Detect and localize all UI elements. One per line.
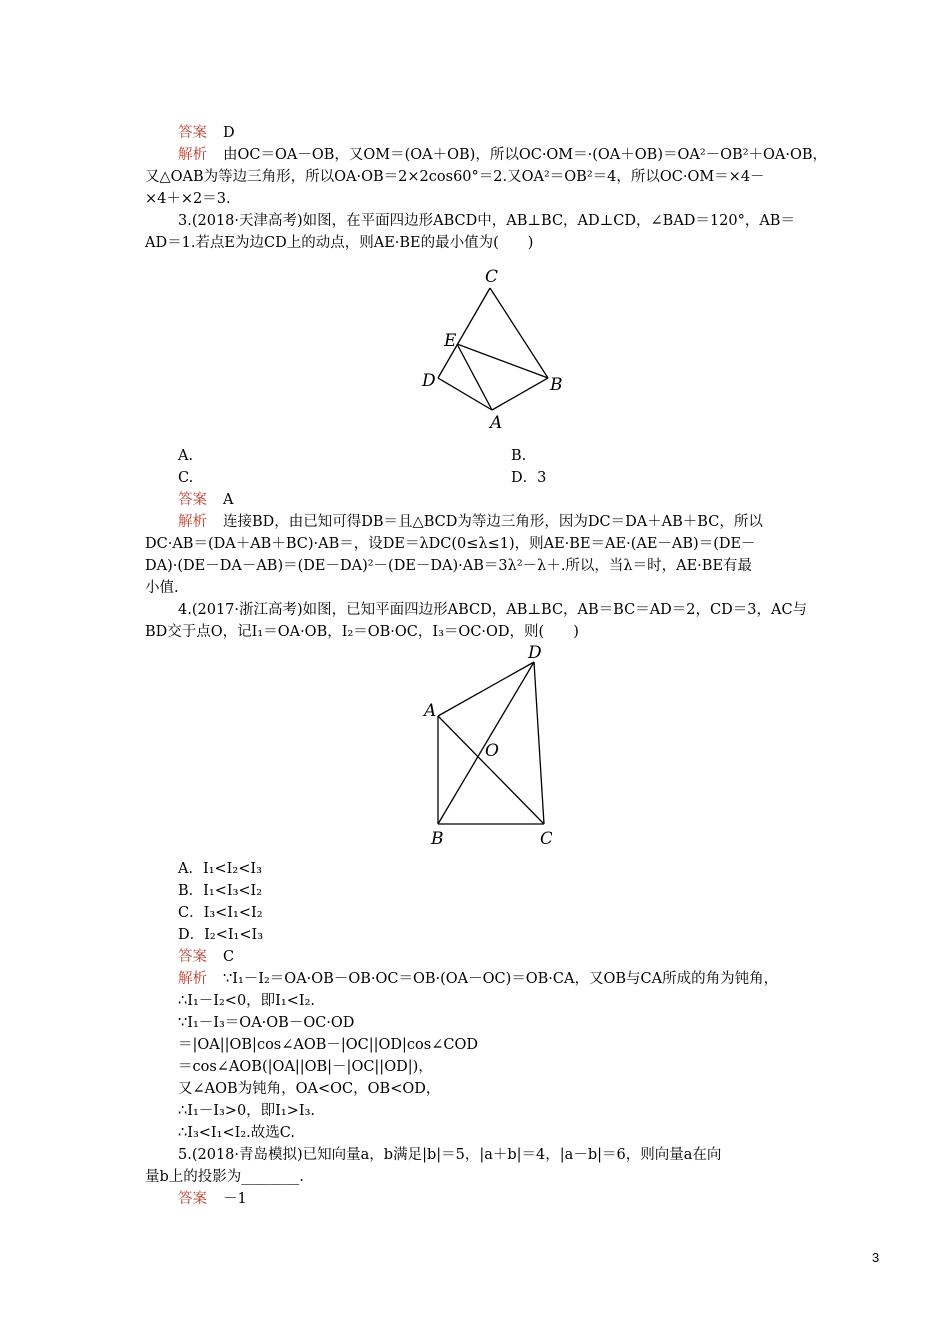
point-label-d: D bbox=[528, 643, 542, 663]
question-3-line: 3.(2018·天津高考)如图，在平面四边形ABCD中，AB⊥BC，AD⊥CD，∠BAD＝120°，AB＝ bbox=[178, 213, 795, 229]
answer-value: C bbox=[223, 949, 235, 965]
option-c: C．I₃<I₁<I₂ bbox=[178, 905, 263, 921]
option-b: B．I₁<I₃<I₂ bbox=[178, 883, 263, 899]
text-line: ∵I₁－I₃＝OA·OB－OC·OD bbox=[178, 1015, 355, 1031]
segment-da bbox=[438, 662, 534, 716]
segment-cb bbox=[490, 288, 548, 378]
analysis-line bbox=[178, 512, 763, 532]
analysis-label: 解析 bbox=[178, 971, 207, 987]
answer-value: －1 bbox=[223, 1191, 247, 1207]
analysis-text: ∵I₁－I₂＝OA·OB－OB·OC＝OB·(OA－OC)＝OB·CA，又OB与CA所成的角为钝角， bbox=[223, 971, 779, 987]
point-label-c: C bbox=[485, 267, 499, 287]
segment-ac bbox=[438, 716, 544, 824]
text-line: ∴I₃<I₁<I₂.故选C. bbox=[178, 1125, 295, 1141]
answer-label: 答案 bbox=[178, 492, 207, 508]
analysis-label: 解析 bbox=[178, 514, 207, 530]
point-label-a: A bbox=[424, 701, 437, 721]
text-line: 小值. bbox=[145, 580, 179, 596]
question-5-line: 5.(2018·青岛模拟)已知向量a，b满足|b|＝5，|a＋b|＝4，|a－b|＝6，则向量a在向 bbox=[178, 1147, 722, 1163]
option-d: D．I₂<I₁<I₃ bbox=[178, 927, 264, 943]
answer-line-4 bbox=[178, 947, 234, 967]
point-label-o: O bbox=[485, 741, 499, 761]
text-line: 又△OAB为等边三角形，所以OA·OB＝2×2cos60°＝2.又OA²＝OB²＝4，所以OC·OM＝×4－ bbox=[145, 169, 765, 185]
option-a: A. bbox=[178, 448, 194, 464]
text-line: DA)·(DE－DA－AB)＝(DE－DA)²－(DE－DA)·AB＝3λ²－λ＋.所以，当λ＝时，AE·BE有最 bbox=[145, 558, 753, 574]
text-line: 又∠AOB为钝角，OA<OC，OB<OD， bbox=[178, 1081, 441, 1097]
answer-value: D bbox=[223, 125, 235, 141]
point-label-c: C bbox=[540, 829, 552, 849]
answer-label: 答案 bbox=[178, 949, 207, 965]
figure-1-svg bbox=[412, 258, 578, 438]
text-line: DC·AB＝(DA＋AB＋BC)·AB＝，设DE＝λDC(0≤λ≤1)，则AE·BE＝AE·(AE－AB)＝(DE－ bbox=[145, 536, 756, 552]
answer-label: 答案 bbox=[178, 1191, 207, 1207]
page-number: 3 bbox=[872, 1250, 880, 1265]
segment-cd bbox=[534, 662, 544, 824]
analysis-text: 由OC＝OA－OB，又OM＝(OA＋OB)，所以OC·OM＝·(OA＋OB)＝OA²－OB²＋OA·OB， bbox=[223, 147, 828, 163]
option-b: B. bbox=[511, 448, 527, 464]
answer-line-5 bbox=[178, 1189, 247, 1209]
figure-2-svg bbox=[418, 642, 552, 852]
question-3-line: AD＝1.若点E为边CD上的动点，则AE·BE的最小值为( ) bbox=[145, 235, 534, 251]
analysis-text: 连接BD，由已知可得DB＝且△BCD为等边三角形，因为DC＝DA＋AB＋BC，所以 bbox=[223, 514, 763, 530]
point-label-d: D bbox=[422, 371, 436, 391]
question-4-line: BD交于点O，记I₁＝OA·OB，I₂＝OB·OC，I₃＝OC·OD，则( ) bbox=[145, 624, 579, 640]
figure-quadrilateral-abcd-o bbox=[418, 642, 552, 852]
segment-ba bbox=[492, 378, 548, 410]
answer-label: 答案 bbox=[178, 125, 207, 141]
figure-quadrilateral-abcd-e bbox=[412, 258, 578, 438]
answer-value: A bbox=[223, 492, 234, 508]
analysis-line bbox=[178, 969, 778, 989]
point-label-a: A bbox=[490, 413, 503, 433]
text-line: ＝cos∠AOB(|OA||OB|－|OC||OD|)， bbox=[178, 1059, 433, 1075]
point-label-b: B bbox=[431, 829, 444, 849]
text-line: ∴I₁－I₂<0，即I₁<I₂. bbox=[178, 993, 316, 1009]
segment-eb bbox=[457, 344, 548, 378]
text-line: ＝|OA||OB|cos∠AOB－|OC||OD|cos∠COD bbox=[178, 1037, 478, 1053]
answer-line-3 bbox=[178, 490, 233, 510]
text-line: ×4＋×2＝3. bbox=[145, 191, 231, 207]
analysis-label: 解析 bbox=[178, 147, 207, 163]
option-c: C. bbox=[178, 470, 194, 486]
question-4-line: 4.(2017·浙江高考)如图，已知平面四边形ABCD，AB⊥BC，AB＝BC＝AD＝2，CD＝3，AC与 bbox=[178, 602, 808, 618]
question-5-line: 量b上的投影为________. bbox=[145, 1169, 304, 1185]
point-label-b: B bbox=[550, 375, 563, 395]
answer-line-2 bbox=[178, 123, 235, 143]
text-line: ∴I₁－I₃>0，即I₁>I₃. bbox=[178, 1103, 316, 1119]
analysis-line bbox=[178, 145, 827, 165]
option-d: D．3 bbox=[511, 470, 547, 486]
option-a: A．I₁<I₂<I₃ bbox=[178, 861, 262, 877]
point-label-e: E bbox=[444, 331, 457, 351]
